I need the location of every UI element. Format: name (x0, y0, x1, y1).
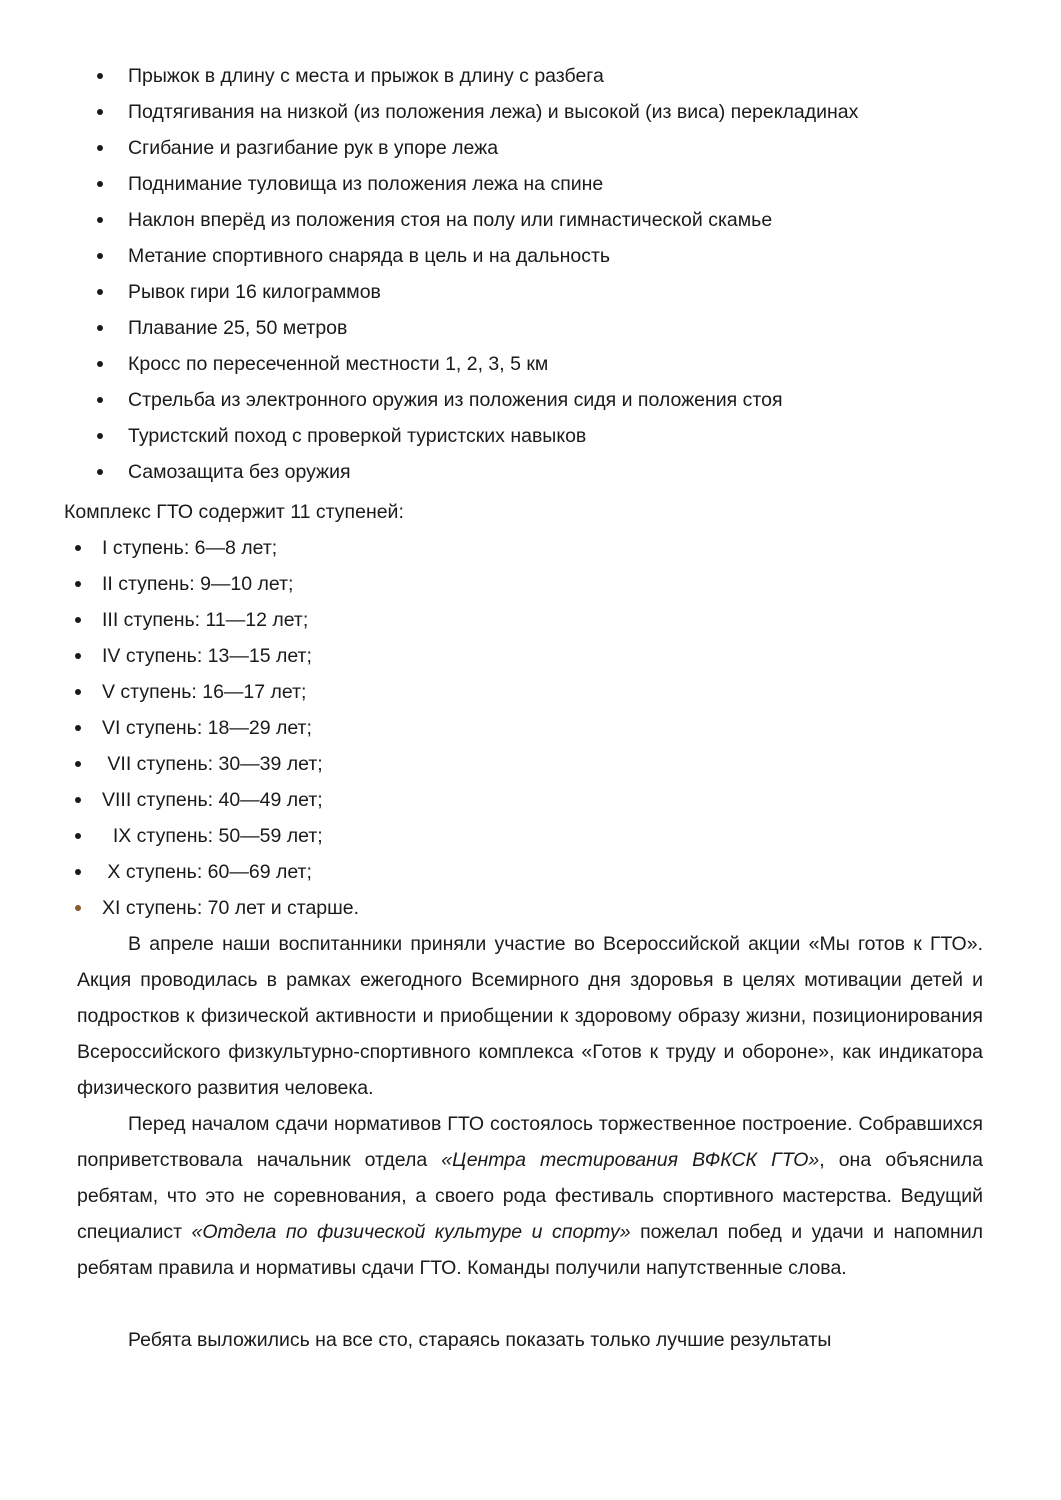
bullet-icon (97, 253, 103, 259)
bullet-icon (75, 725, 81, 731)
list-item: Кросс по пересеченной местности 1, 2, 3, 5 км (0, 346, 858, 382)
list-item: IX ступень: 50—59 лет; (0, 818, 359, 854)
bullet-icon (97, 109, 103, 115)
list-item: X ступень: 60—69 лет; (0, 854, 359, 890)
list-item: Самозащита без оружия (0, 454, 858, 490)
list-item: Туристский поход с проверкой туристских навыков (0, 418, 858, 454)
bullet-icon (75, 833, 81, 839)
bullet-icon (97, 433, 103, 439)
list-item: Метание спортивного снаряда в цель и на дальность (0, 238, 858, 274)
bullet-icon (97, 289, 103, 295)
bullet-icon (97, 397, 103, 403)
list-item: Прыжок в длину с места и прыжок в длину с разбега (0, 58, 858, 94)
bullet-icon (97, 325, 103, 331)
bullet-icon (75, 545, 81, 551)
list-item: V ступень: 16—17 лет; (0, 674, 359, 710)
list-item: Рывок гири 16 килограммов (0, 274, 858, 310)
stages-intro: Комплекс ГТО содержит 11 ступеней: (64, 501, 404, 523)
bullet-icon (75, 761, 81, 767)
list-item: XI ступень: 70 лет и старше. (0, 890, 359, 926)
paragraph-gto-action: В апреле наши воспитанники приняли участие во Всероссийской акции «Мы готов к ГТО». Акция проводилась в рамках ежегодного Всемирного дня здоровья в целях мотивации детей и подростков к физической активности и приобщении к здоровому образу жизни, позиционирования Всероссийского физкультурно-спортивного комплекса «Готов к труду и обороне», как индикатора физического развития человека. (77, 933, 983, 1099)
list-item: IV ступень: 13—15 лет; (0, 638, 359, 674)
bullet-icon (75, 581, 81, 587)
bullet-icon (97, 73, 103, 79)
bullet-icon (75, 617, 81, 623)
list-item: VIII ступень: 40—49 лет; (0, 782, 359, 818)
list-item: Подтягивания на низкой (из положения лежа) и высокой (из виса) перекладинах (0, 94, 858, 130)
paragraph-ceremony: Перед началом сдачи нормативов ГТО состоялось торжественное построение. Собравшихся поприветствовала начальник отдела «Центра тестирования ВФКСК ГТО», она объяснила ребятам, что это не соревнования, а своего рода фестиваль спортивного мастерства. Ведущий специалист «Отдела по физической культуре и спорту» пожелал побед и удачи и напомнил ребятам правила и нормативы сдачи ГТО. Команды получили напутственные слова. (77, 1113, 983, 1279)
list-item: Поднимание туловища из положения лежа на спине (0, 166, 858, 202)
paragraph-results: Ребята выложились на все сто, стараясь показать только лучшие результаты (128, 1329, 832, 1351)
list-item: VI ступень: 18—29 лет; (0, 710, 359, 746)
list-item: Плавание 25, 50 метров (0, 310, 858, 346)
list-item: Наклон вперёд из положения стоя на полу или гимнастической скамье (0, 202, 858, 238)
exercise-list (0, 58, 858, 490)
list-item: I ступень: 6—8 лет; (0, 530, 359, 566)
stages-list (0, 530, 359, 926)
bullet-icon (75, 689, 81, 695)
list-item: II ступень: 9—10 лет; (0, 566, 359, 602)
bullet-icon (75, 797, 81, 803)
bullet-icon (97, 217, 103, 223)
bullet-icon (75, 869, 81, 875)
bullet-icon (97, 361, 103, 367)
bullet-icon (75, 905, 81, 911)
bullet-icon (97, 469, 103, 475)
list-item: Сгибание и разгибание рук в упоре лежа (0, 130, 858, 166)
bullet-icon (97, 181, 103, 187)
list-item: VII ступень: 30—39 лет; (0, 746, 359, 782)
bullet-icon (97, 145, 103, 151)
list-item: III ступень: 11—12 лет; (0, 602, 359, 638)
list-item: Стрельба из электронного оружия из положения сидя и положения стоя (0, 382, 858, 418)
bullet-icon (75, 653, 81, 659)
